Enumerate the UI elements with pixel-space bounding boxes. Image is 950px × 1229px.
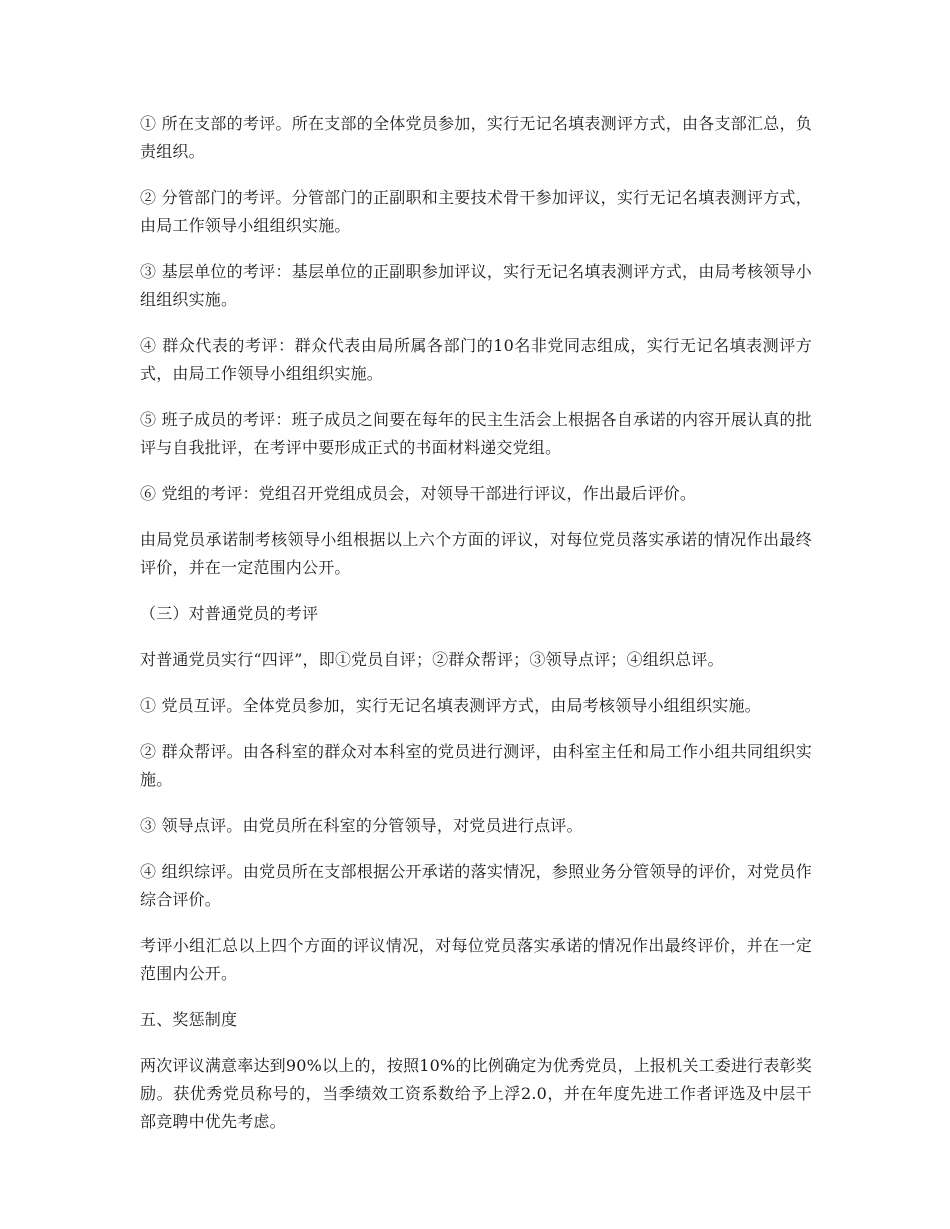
paragraph-four-evaluations-intro: 对普通党员实行“四评”，即①党员自评；②群众帮评；③领导点评；④组织总评。 <box>140 650 724 669</box>
paragraph-branch-evaluation: ① 所在支部的考评。所在支部的全体党员参加，实行无记名填表测评方式，由各支部汇总，负责组织。 <box>140 114 812 161</box>
section-heading-rewards: 五、奖惩制度 <box>140 1010 238 1029</box>
document-page <box>140 110 812 1154</box>
paragraph-grassroots-evaluation: ③ 基层单位的考评：基层单位的正副职参加评议，实行无记名填表测评方式，由局考核领导小组组织实施。 <box>140 262 812 309</box>
paragraph-leader-review: ③ 领导点评。由党员所在科室的分管领导，对党员进行点评。 <box>140 816 583 835</box>
paragraph-review-summary: 考评小组汇总以上四个方面的评议情况，对每位党员落实承诺的情况作出最终评价，并在一定范围内公开。 <box>140 936 812 983</box>
paragraph-rewards-details: 两次评议满意率达到90%以上的，按照10%的比例确定为优秀党员，上报机关工委进行表彰奖励。获优秀党员称号的，当季绩效工资系数给予上浮2.0，并在年度先进工作者评选及中层干部竞聘中优先考虑。 <box>140 1056 812 1131</box>
paragraph-organization-review: ④ 组织综评。由党员所在支部根据公开承诺的落实情况，参照业务分管领导的评价，对党员作综合评价。 <box>140 862 812 909</box>
paragraph-party-group-evaluation: ⑥ 党组的考评：党组召开党组成员会，对领导干部进行评议，作出最后评价。 <box>140 484 697 503</box>
paragraph-public-help-evaluation: ② 群众帮评。由各科室的群众对本科室的党员进行测评，由科室主任和局工作小组共同组织实施。 <box>140 742 812 789</box>
paragraph-team-member-evaluation: ⑤ 班子成员的考评：班子成员之间要在每年的民主生活会上根据各自承诺的内容开展认真的批评与自我批评，在考评中要形成正式的书面材料递交党组。 <box>140 410 812 457</box>
paragraph-public-representative-evaluation: ④ 群众代表的考评：群众代表由局所属各部门的10名非党同志组成，实行无记名填表测评方式，由局工作领导小组组织实施。 <box>140 336 812 383</box>
section-heading-ordinary-members: （三）对普通党员的考评 <box>140 604 319 623</box>
paragraph-final-evaluation-summary: 由局党员承诺制考核领导小组根据以上六个方面的评议，对每位党员落实承诺的情况作出最终评价，并在一定范围内公开。 <box>140 530 812 577</box>
paragraph-peer-evaluation: ① 党员互评。全体党员参加，实行无记名填表测评方式，由局考核领导小组组织实施。 <box>140 696 761 715</box>
paragraph-department-evaluation: ② 分管部门的考评。分管部门的正副职和主要技术骨干参加评议，实行无记名填表测评方式，由局工作领导小组组织实施。 <box>140 188 812 235</box>
